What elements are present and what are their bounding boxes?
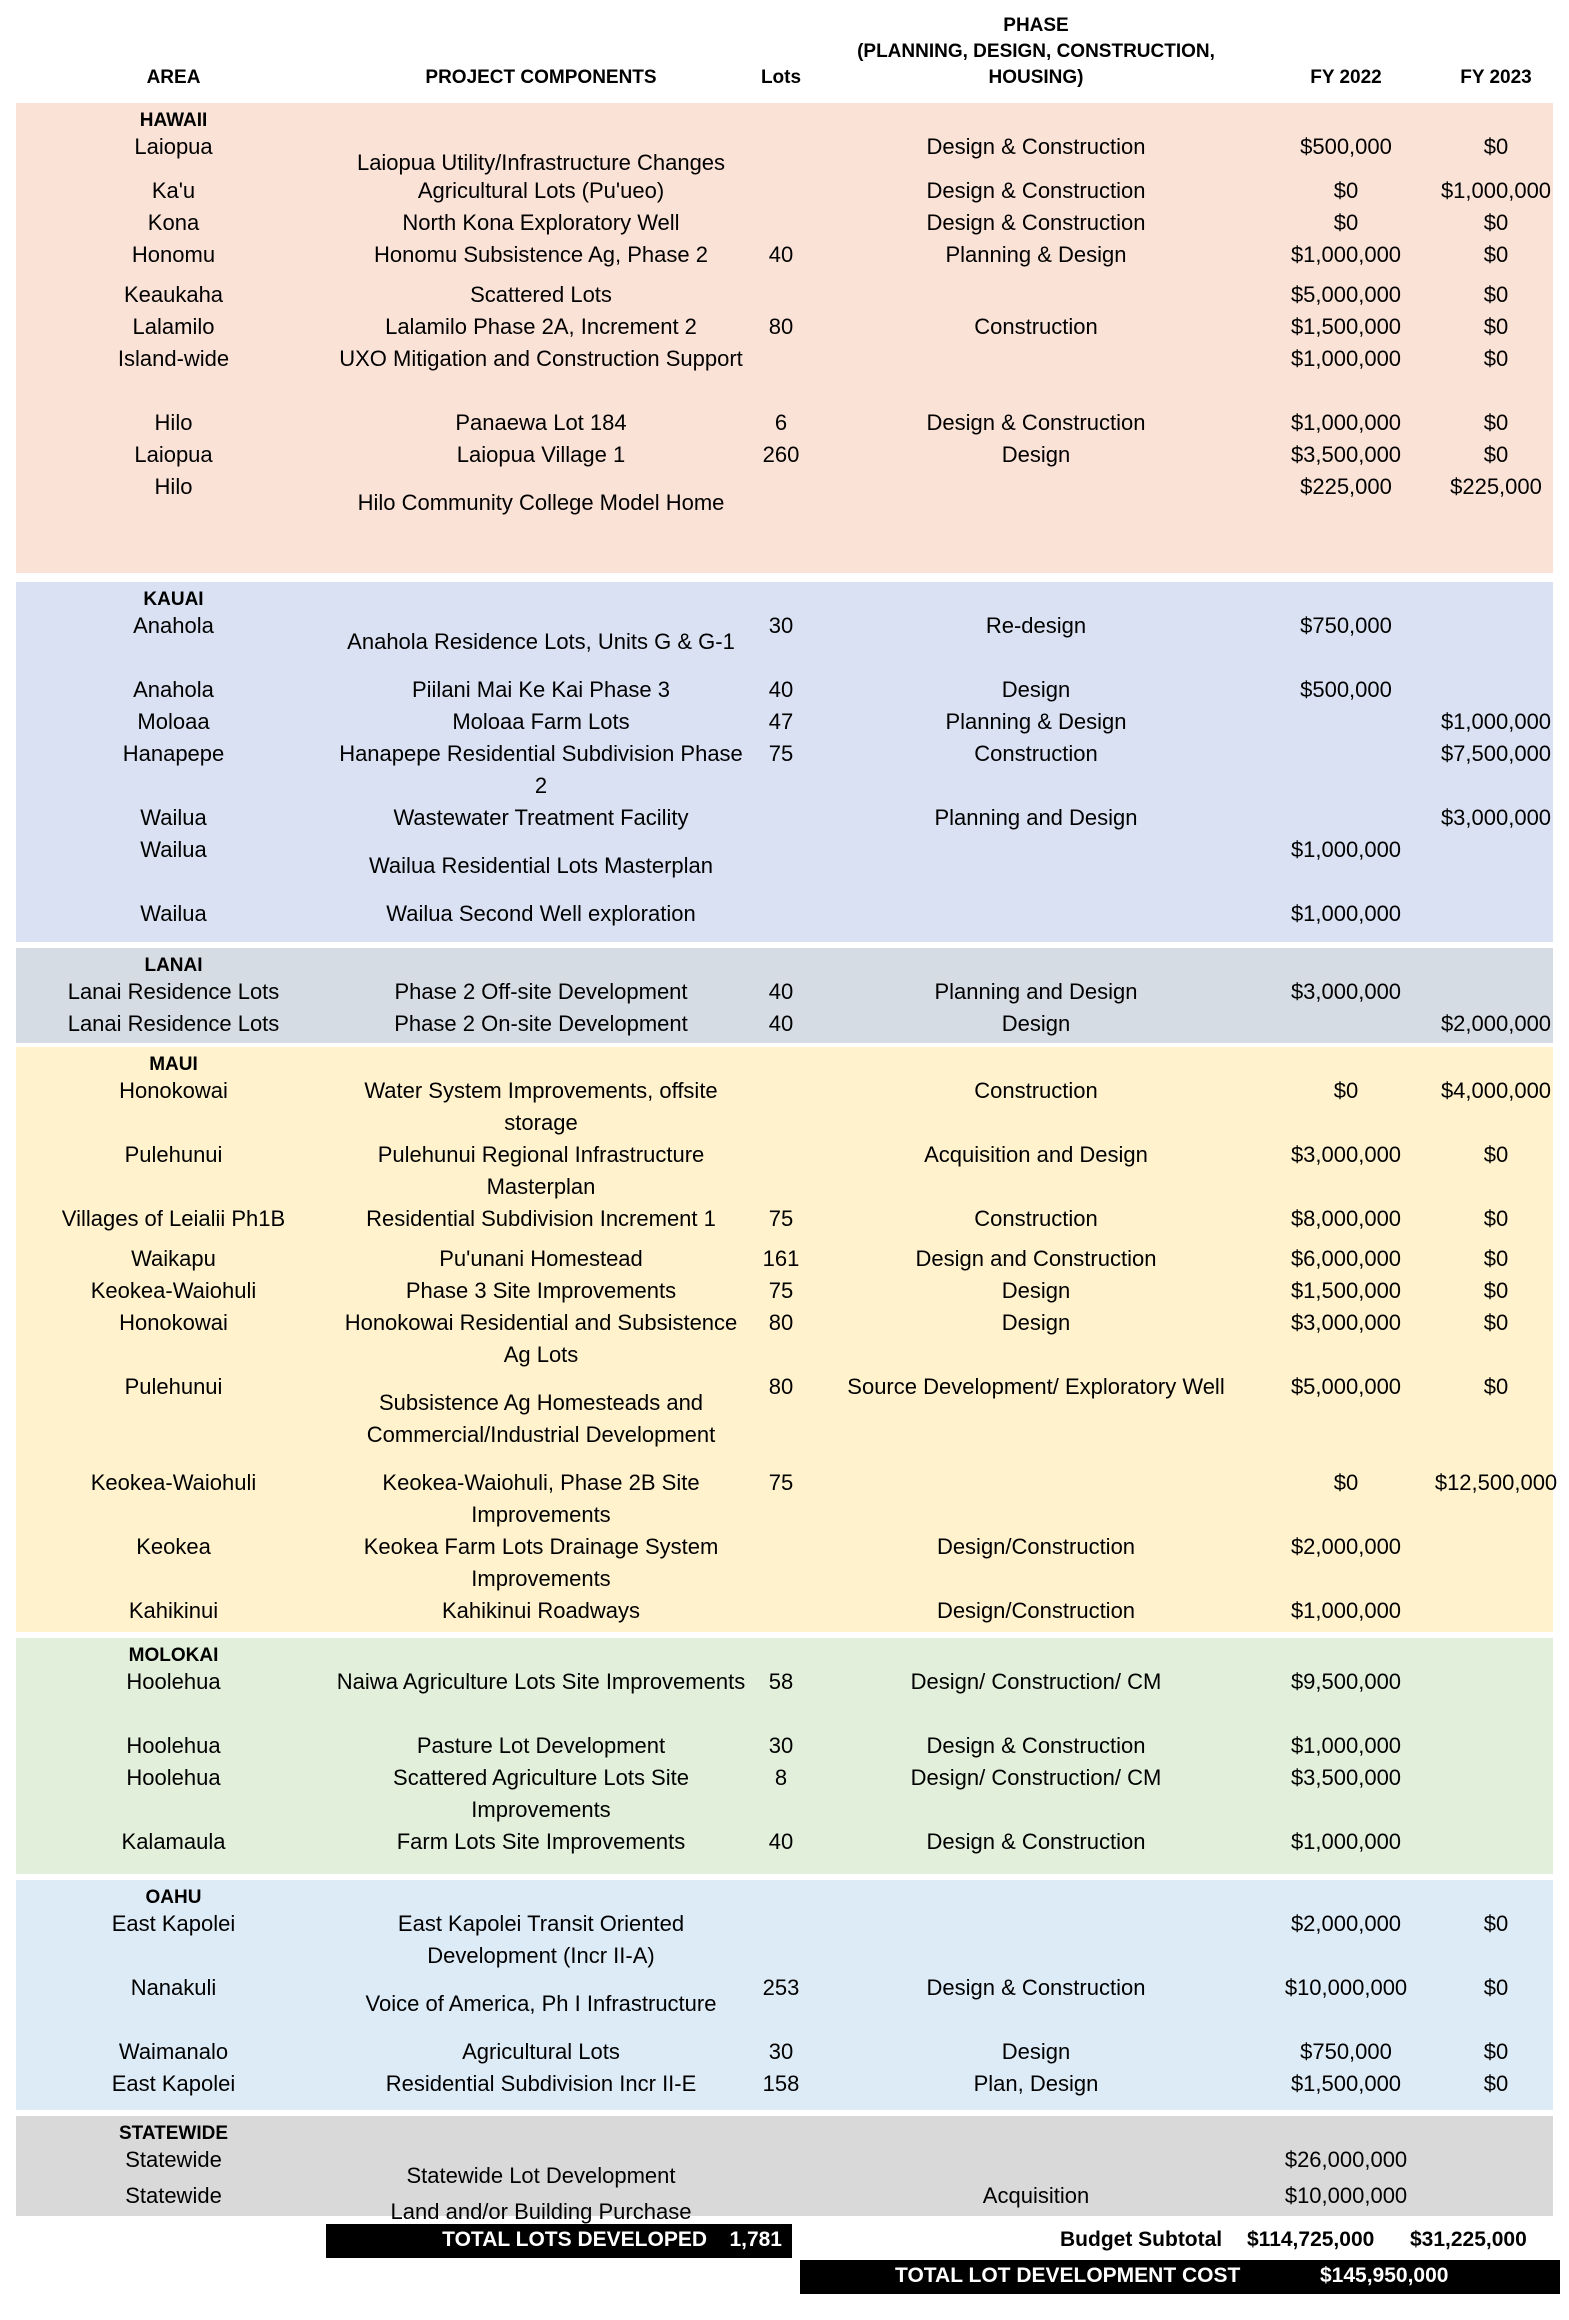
- component-cell: Kahikinui Roadways: [441, 1598, 641, 1623]
- table-row: [16, 1008, 1553, 1040]
- phase-cell: Construction: [974, 1206, 1098, 1231]
- fy2023-cell: $225,000: [1450, 474, 1542, 499]
- total-cost-value: $145,950,000: [1320, 2264, 1449, 2287]
- area-cell: Statewide: [125, 2183, 222, 2208]
- fy2023-cell: $0: [1483, 1911, 1509, 1936]
- component-cell: Hilo Community College Model Home: [357, 490, 725, 515]
- fy2023-cell: $4,000,000: [1440, 1078, 1552, 1103]
- table-row: [16, 738, 1553, 802]
- table-row: [16, 471, 1553, 515]
- phase-cell: Design & Construction: [926, 1829, 1146, 1854]
- component-cell: Honomu Subsistence Ag, Phase 2: [374, 242, 708, 267]
- fy2022-cell: $5,000,000: [1290, 282, 1402, 307]
- total-lots-bar: [326, 2224, 792, 2258]
- table-row: [16, 976, 1553, 1008]
- component-cell: Wailua Residential Lots Masterplan: [368, 853, 714, 878]
- header-fy2022: FY 2022: [1310, 67, 1382, 88]
- table-row: [16, 1203, 1553, 1243]
- table-row: [16, 1075, 1553, 1139]
- header-lots: Lots: [760, 67, 802, 88]
- table-row: [16, 1666, 1553, 1730]
- fy2023-cell: $0: [1483, 1278, 1509, 1303]
- component-cell: Hanapepe Residential Subdivision Phase 2: [339, 741, 743, 798]
- lots-cell: 158: [762, 2071, 800, 2096]
- lots-cell: 75: [768, 741, 794, 766]
- fy2022-cell: $1,000,000: [1290, 346, 1402, 371]
- fy2022-cell: $10,000,000: [1284, 1975, 1408, 2000]
- fy2022-cell: $0: [1333, 210, 1359, 235]
- area-cell: Lanai Residence Lots: [67, 1011, 280, 1036]
- region-name: STATEWIDE: [118, 2123, 229, 2144]
- phase-cell: Construction: [974, 1078, 1098, 1103]
- area-cell: Keaukaha: [123, 282, 224, 307]
- budget-subtotal-fy2022: $114,725,000: [1247, 2228, 1375, 2251]
- fy2022-cell: $0: [1333, 1470, 1359, 1495]
- area-cell: Honomu: [131, 242, 216, 267]
- area-cell: Hanapepe: [122, 741, 225, 766]
- area-cell: Anahola: [133, 613, 214, 638]
- table-row: [16, 1826, 1553, 1858]
- fy2023-cell: $0: [1483, 1374, 1509, 1399]
- table-row: [16, 407, 1553, 439]
- fy2022-cell: $1,000,000: [1290, 837, 1402, 862]
- table-row: [16, 1371, 1553, 1467]
- fy2023-cell: $0: [1483, 210, 1509, 235]
- component-cell: Subsistence Ag Homesteads and Commercial/Industrial Development: [366, 1390, 716, 1447]
- area-cell: Ka'u: [151, 178, 196, 203]
- fy2023-cell: $1,000,000: [1440, 178, 1552, 203]
- phase-cell: Source Development/ Exploratory Well: [847, 1374, 1225, 1399]
- table-row: [16, 1243, 1553, 1275]
- fy2022-cell: $1,000,000: [1290, 410, 1402, 435]
- header-fy2023: FY 2023: [1460, 67, 1532, 88]
- phase-cell: Design/ Construction/ CM: [910, 1669, 1162, 1694]
- lots-cell: 80: [768, 1310, 794, 1335]
- component-cell: Piilani Mai Ke Kai Phase 3: [411, 677, 671, 702]
- fy2023-cell: $0: [1483, 410, 1509, 435]
- component-cell: Lalamilo Phase 2A, Increment 2: [385, 314, 697, 339]
- total-lots-value: 1,781: [729, 2228, 782, 2251]
- budget-subtotal-row: [1040, 2224, 1560, 2258]
- table-row: [16, 279, 1553, 311]
- fy2022-cell: $5,000,000: [1290, 1374, 1402, 1399]
- lots-cell: 8: [774, 1765, 788, 1790]
- table-row: [16, 239, 1553, 279]
- lots-cell: 253: [762, 1975, 800, 2000]
- area-cell: East Kapolei: [111, 2071, 236, 2096]
- lots-cell: 75: [768, 1206, 794, 1231]
- phase-cell: Design: [1001, 2039, 1071, 2064]
- fy2023-cell: $0: [1483, 2071, 1509, 2096]
- component-cell: Pulehunui Regional Infrastructure Masterplan: [377, 1142, 705, 1199]
- table-row: [16, 343, 1553, 407]
- region-molokai: [16, 1638, 1553, 1874]
- lots-cell: 40: [768, 979, 794, 1004]
- phase-cell: Construction: [974, 314, 1098, 339]
- region-name: KAUAI: [143, 589, 204, 610]
- region-statewide: [16, 2116, 1553, 2224]
- table-row: [16, 898, 1553, 930]
- phase-cell: Re-design: [985, 613, 1087, 638]
- area-cell: Kona: [147, 210, 200, 235]
- phase-cell: Design & Construction: [926, 410, 1146, 435]
- area-cell: Laiopua: [134, 134, 213, 159]
- budget-subtotal-label: Budget Subtotal: [1060, 2228, 1223, 2251]
- fy2022-cell: $6,000,000: [1290, 1246, 1402, 1271]
- budget-subtotal-fy2023: $31,225,000: [1410, 2228, 1527, 2251]
- table-row: [16, 1467, 1558, 1531]
- component-cell: Phase 3 Site Improvements: [405, 1278, 677, 1303]
- fy2023-cell: $0: [1483, 1206, 1509, 1231]
- table-row: [16, 1531, 1553, 1595]
- table-row: [16, 1595, 1553, 1627]
- total-cost-bar: [800, 2260, 1560, 2294]
- component-cell: Statewide Lot Development: [406, 2163, 676, 2188]
- fy2023-cell: $0: [1483, 314, 1509, 339]
- table-row: [16, 175, 1553, 207]
- fy2023-cell: $0: [1483, 346, 1509, 371]
- area-cell: Keokea: [136, 1534, 211, 1559]
- region-name: HAWAII: [139, 110, 208, 131]
- component-cell: Residential Subdivision Increment 1: [366, 1206, 716, 1231]
- phase-cell: Design/Construction: [936, 1534, 1136, 1559]
- fy2022-cell: $500,000: [1300, 677, 1392, 702]
- fy2022-cell: $1,000,000: [1290, 1598, 1402, 1623]
- lots-cell: 80: [768, 314, 794, 339]
- area-cell: Wailua: [140, 901, 207, 926]
- component-cell: Pasture Lot Development: [416, 1733, 666, 1758]
- fy2022-cell: $500,000: [1300, 134, 1392, 159]
- phase-cell: Design: [1001, 1011, 1071, 1036]
- fy2022-cell: $1,000,000: [1290, 1733, 1402, 1758]
- fy2023-cell: $0: [1483, 1975, 1509, 2000]
- component-cell: Laiopua Utility/Infrastructure Changes: [356, 150, 726, 175]
- component-cell: Voice of America, Ph I Infrastructure: [365, 1991, 717, 2016]
- fy2022-cell: $1,500,000: [1290, 314, 1402, 339]
- area-cell: Lanai Residence Lots: [67, 979, 280, 1004]
- fy2022-cell: $3,000,000: [1290, 1142, 1402, 1167]
- fy2022-cell: $1,500,000: [1290, 1278, 1402, 1303]
- fy2022-cell: $10,000,000: [1284, 2183, 1408, 2208]
- area-cell: East Kapolei: [111, 1911, 236, 1936]
- area-cell: Hilo: [154, 410, 193, 435]
- component-cell: Residential Subdivision Incr II-E: [385, 2071, 697, 2096]
- table-row: [16, 1730, 1553, 1762]
- fy2022-cell: $0: [1333, 1078, 1359, 1103]
- component-cell: Moloaa Farm Lots: [452, 709, 630, 734]
- component-cell: Farm Lots Site Improvements: [396, 1829, 686, 1854]
- fy2023-cell: $0: [1483, 1246, 1509, 1271]
- phase-cell: Construction: [974, 741, 1098, 766]
- area-cell: Villages of Leialii Ph1B: [61, 1206, 286, 1231]
- header-area: AREA: [146, 67, 201, 88]
- area-cell: Hilo: [154, 474, 193, 499]
- component-cell: Scattered Agriculture Lots Site Improvements: [393, 1765, 689, 1822]
- component-cell: East Kapolei Transit Oriented Development (Incr II-A): [397, 1911, 685, 1968]
- region-name: MAUI: [149, 1054, 198, 1075]
- table-row: [16, 1139, 1553, 1203]
- header-phase-line2: (PLANNING, DESIGN, CONSTRUCTION,: [857, 41, 1215, 62]
- component-cell: Scattered Lots: [470, 282, 612, 307]
- component-cell: Water System Improvements, offsite storage: [364, 1078, 718, 1135]
- component-cell: Naiwa Agriculture Lots Site Improvements: [336, 1669, 746, 1694]
- lots-cell: 40: [768, 242, 794, 267]
- phase-cell: Planning and Design: [934, 805, 1138, 830]
- component-cell: Panaewa Lot 184: [455, 410, 627, 435]
- fy2023-cell: $1,000,000: [1440, 709, 1552, 734]
- phase-cell: Design: [1001, 1278, 1071, 1303]
- phase-cell: Design & Construction: [926, 178, 1146, 203]
- lots-cell: 75: [768, 1470, 794, 1495]
- table-header: [16, 15, 1553, 98]
- header-phase-line1: PHASE: [1003, 15, 1069, 36]
- component-cell: Land and/or Building Purchase: [390, 2199, 692, 2224]
- fy2022-cell: $3,000,000: [1290, 1310, 1402, 1335]
- header-phase-line3: HOUSING): [988, 67, 1084, 88]
- phase-cell: Design: [1001, 442, 1071, 467]
- area-cell: Hoolehua: [126, 1733, 221, 1758]
- fy2022-cell: $1,000,000: [1290, 242, 1402, 267]
- region-name: MOLOKAI: [128, 1645, 219, 1666]
- lots-cell: 47: [768, 709, 794, 734]
- phase-cell: Design: [1001, 1310, 1071, 1335]
- phase-cell: Acquisition: [982, 2183, 1090, 2208]
- lots-cell: 30: [768, 2039, 794, 2064]
- fy2022-cell: $1,000,000: [1290, 1829, 1402, 1854]
- phase-cell: Design: [1001, 677, 1071, 702]
- area-cell: Keokea-Waiohuli: [90, 1278, 257, 1303]
- phase-cell: Plan, Design: [973, 2071, 1099, 2096]
- lots-cell: 40: [768, 1011, 794, 1036]
- fy2022-cell: $3,500,000: [1290, 442, 1402, 467]
- total-cost-label: TOTAL LOT DEVELOPMENT COST: [895, 2264, 1241, 2287]
- table-row: [16, 2068, 1553, 2100]
- region-hawaii: [16, 103, 1553, 573]
- component-cell: Phase 2 On-site Development: [394, 1011, 688, 1036]
- table-row: [16, 1972, 1553, 2036]
- component-cell: Pu'unani Homestead: [439, 1246, 643, 1271]
- table-row: [16, 1275, 1553, 1307]
- area-cell: Nanakuli: [130, 1975, 217, 2000]
- table-row: [16, 1307, 1553, 1371]
- component-cell: Agricultural Lots (Pu'ueo): [417, 178, 665, 203]
- component-cell: North Kona Exploratory Well: [402, 210, 680, 235]
- phase-cell: Planning & Design: [945, 709, 1127, 734]
- fy2023-cell: $0: [1483, 134, 1509, 159]
- fy2023-cell: $0: [1483, 242, 1509, 267]
- phase-cell: Design & Construction: [926, 1975, 1146, 2000]
- fy2023-cell: $0: [1483, 282, 1509, 307]
- fy2023-cell: $0: [1483, 1310, 1509, 1335]
- fy2022-cell: $9,500,000: [1290, 1669, 1402, 1694]
- component-cell: Wastewater Treatment Facility: [393, 805, 689, 830]
- component-cell: Agricultural Lots: [462, 2039, 620, 2064]
- area-cell: Laiopua: [134, 442, 213, 467]
- lots-cell: 75: [768, 1278, 794, 1303]
- phase-cell: Design & Construction: [926, 134, 1146, 159]
- area-cell: Statewide: [125, 2147, 222, 2172]
- lots-cell: 6: [774, 410, 788, 435]
- area-cell: Wailua: [140, 837, 207, 862]
- table-row: [16, 674, 1553, 706]
- lots-cell: 161: [762, 1246, 800, 1271]
- table-row: [16, 2180, 1553, 2224]
- component-cell: Honokowai Residential and Subsistence Ag Lots: [344, 1310, 738, 1367]
- region-name: LANAI: [144, 955, 203, 976]
- area-cell: Honokowai: [119, 1078, 228, 1103]
- fy2023-cell: $0: [1483, 1142, 1509, 1167]
- area-cell: Anahola: [133, 677, 214, 702]
- phase-cell: Planning & Design: [945, 242, 1127, 267]
- lots-cell: 40: [768, 677, 794, 702]
- table-row: [16, 2036, 1553, 2068]
- fy2022-cell: $2,000,000: [1290, 1911, 1402, 1936]
- area-cell: Hoolehua: [126, 1765, 221, 1790]
- table-row: [16, 834, 1553, 898]
- table-row: [16, 439, 1553, 471]
- lots-cell: 30: [768, 1733, 794, 1758]
- area-cell: Kalamaula: [121, 1829, 226, 1854]
- component-cell: UXO Mitigation and Construction Support: [339, 346, 743, 371]
- fy2022-cell: $1,500,000: [1290, 2071, 1402, 2096]
- total-lots-label: TOTAL LOTS DEVELOPED: [442, 2228, 707, 2251]
- region-oahu: [16, 1880, 1553, 2110]
- fy2023-cell: $0: [1483, 442, 1509, 467]
- phase-cell: Design & Construction: [926, 210, 1146, 235]
- area-cell: Hoolehua: [126, 1669, 221, 1694]
- component-cell: Wailua Second Well exploration: [386, 901, 696, 926]
- phase-cell: Design/ Construction/ CM: [910, 1765, 1162, 1790]
- area-cell: Pulehunui: [124, 1142, 223, 1167]
- table-row: [16, 1762, 1553, 1826]
- fy2023-cell: $3,000,000: [1440, 805, 1552, 830]
- fy2022-cell: $2,000,000: [1290, 1534, 1402, 1559]
- table-row: [16, 706, 1553, 738]
- fy2022-cell: $3,000,000: [1290, 979, 1402, 1004]
- component-cell: Anahola Residence Lots, Units G & G-1: [347, 629, 735, 654]
- fy2022-cell: $3,500,000: [1290, 1765, 1402, 1790]
- phase-cell: Planning and Design: [934, 979, 1138, 1004]
- area-cell: Moloaa: [137, 709, 210, 734]
- table-row: [16, 207, 1553, 239]
- area-cell: Lalamilo: [132, 314, 215, 339]
- lots-cell: 80: [768, 1374, 794, 1399]
- table-row: [16, 311, 1553, 343]
- lots-cell: 58: [768, 1669, 794, 1694]
- component-cell: Phase 2 Off-site Development: [394, 979, 688, 1004]
- fy2022-cell: $8,000,000: [1290, 1206, 1402, 1231]
- area-cell: Island-wide: [117, 346, 230, 371]
- area-cell: Keokea-Waiohuli: [90, 1470, 257, 1495]
- fy2023-cell: $0: [1483, 2039, 1509, 2064]
- lots-cell: 260: [762, 442, 800, 467]
- area-cell: Honokowai: [119, 1310, 228, 1335]
- table-row: [16, 802, 1553, 834]
- component-cell: Keokea Farm Lots Drainage System Improvements: [363, 1534, 719, 1591]
- region-name: OAHU: [145, 1887, 202, 1908]
- phase-cell: Design and Construction: [915, 1246, 1157, 1271]
- component-cell: Laiopua Village 1: [456, 442, 626, 467]
- table-row: [16, 1908, 1553, 1972]
- table-row: [16, 2144, 1553, 2188]
- phase-cell: Acquisition and Design: [924, 1142, 1148, 1167]
- area-cell: Waikapu: [131, 1246, 216, 1271]
- table-row: [16, 610, 1553, 674]
- fy2022-cell: $225,000: [1300, 474, 1392, 499]
- region-lanai: [16, 948, 1553, 1043]
- region-kauai: [16, 582, 1553, 942]
- fy2022-cell: $1,000,000: [1290, 901, 1402, 926]
- fy2023-cell: $2,000,000: [1440, 1011, 1552, 1036]
- fy2022-cell: $0: [1333, 178, 1359, 203]
- area-cell: Kahikinui: [128, 1598, 219, 1623]
- fy2023-cell: $7,500,000: [1440, 741, 1552, 766]
- area-cell: Wailua: [140, 805, 207, 830]
- fy2022-cell: $750,000: [1300, 613, 1392, 638]
- fy2022-cell: $26,000,000: [1284, 2147, 1408, 2172]
- lots-cell: 30: [768, 613, 794, 638]
- phase-cell: Design/Construction: [936, 1598, 1136, 1623]
- lots-cell: 40: [768, 1829, 794, 1854]
- phase-cell: Design & Construction: [926, 1733, 1146, 1758]
- area-cell: Pulehunui: [124, 1374, 223, 1399]
- table-row: [16, 131, 1553, 175]
- fy2023-cell: $12,500,000: [1434, 1470, 1558, 1495]
- area-cell: Waimanalo: [118, 2039, 229, 2064]
- fy2022-cell: $750,000: [1300, 2039, 1392, 2064]
- component-cell: Keokea-Waiohuli, Phase 2B Site Improvements: [382, 1470, 700, 1527]
- region-maui: [16, 1047, 1558, 1632]
- header-components: PROJECT COMPONENTS: [425, 67, 657, 88]
